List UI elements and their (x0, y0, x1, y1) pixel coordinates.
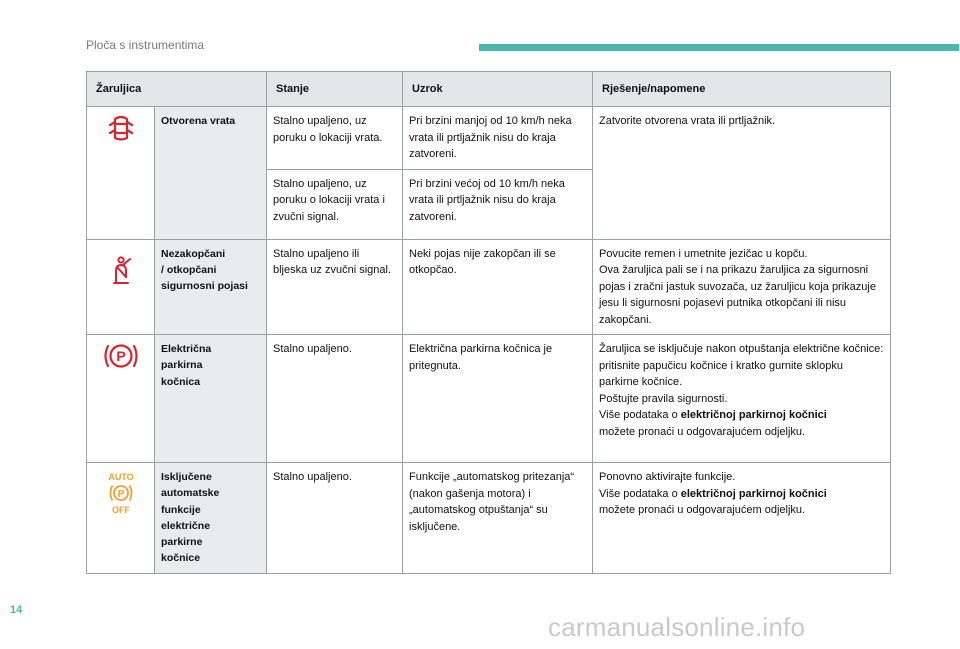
header-accent-bar (479, 44, 959, 51)
name-line: kočnica (161, 375, 201, 388)
icon-cell (87, 463, 155, 574)
cause-cell: Funkcije „automatskog pritezanja“ (nakon gašenja motora) i „automatskog otpuštanja“ su isključene. (403, 463, 593, 574)
page-number: 14 (10, 604, 23, 616)
auto-parking-brake-off-icon (104, 471, 138, 515)
state-cell: Stalno upaljeno. (267, 463, 403, 574)
off-label: OFF (111, 505, 130, 515)
lamp-name-seatbelts (155, 239, 267, 335)
state-cell: Stalno upaljeno, uz poruku o lokaciji vrata. (267, 107, 403, 170)
header-cause: Uzrok (403, 72, 593, 107)
name-line: Isključene (161, 471, 212, 483)
text-fragment: Više podataka o (599, 409, 681, 421)
text-fragment: Više podataka o (599, 487, 681, 500)
name-line: sigurnosni pojasi (161, 280, 248, 293)
auto-label: AUTO (107, 472, 134, 482)
header-state: Stanje (267, 72, 403, 107)
state-cell: Stalno upaljeno. (267, 335, 403, 463)
name-line: parkirna (161, 359, 203, 372)
cause-cell: Električna parkirna kočnica je pritegnuta. (403, 335, 593, 463)
table-row (87, 335, 891, 463)
lamp-name-auto-functions (155, 463, 267, 574)
table-row (87, 239, 891, 335)
solution-cell (593, 239, 891, 335)
name-line: funkcije (161, 503, 201, 516)
solution-cell (593, 335, 891, 463)
icon-cell (87, 107, 155, 240)
name-line: kočnice (161, 552, 201, 565)
cause-cell: Pri brzini manjoj od 10 km/h neka vrata ili prtljažnik nisu do kraja zatvoreni. (403, 107, 593, 170)
svg-text:P: P (117, 489, 124, 500)
parking-brake-icon (101, 341, 141, 371)
name-line: električne (161, 519, 211, 532)
svg-text:P: P (115, 348, 126, 364)
warning-lamps-table (86, 71, 891, 574)
header-solution: Rješenje/napomene (593, 72, 891, 107)
solution-line: Poštujte pravila sigurnosti. (599, 392, 728, 405)
solution-line: možete pronaći u odgovarajućem odjeljku. (599, 504, 806, 516)
name-line: automatske (161, 487, 220, 500)
icon-cell (87, 335, 155, 463)
icon-cell (87, 239, 155, 335)
name-line: Električna (161, 343, 212, 355)
solution-cell (593, 463, 891, 574)
name-line: Nezakopčani (161, 247, 226, 260)
lamp-name-door: Otvorena vrata (155, 107, 267, 240)
table-header-row (87, 72, 891, 107)
solution-line: Povucite remen i umetnite jezičac u kopču. (599, 247, 808, 260)
state-cell: Stalno upaljeno, uz poruku o lokaciji vrata i zvučni signal. (267, 169, 403, 239)
solution-line: Žaruljica se isključuje nakon otpuštanja električne kočnice: pritisnite papučicu kočnice i kratko gurnite sklopku parkirne kočnice. (599, 343, 884, 388)
cause-cell: Neki pojas nije zakopčan ili se otkopčao. (403, 239, 593, 335)
solution-cell: Zatvorite otvorena vrata ili prtljažnik. (593, 107, 891, 240)
cause-cell: Pri brzini većoj od 10 km/h neka vrata ili prtljažnik nisu do kraja zatvoreni. (403, 169, 593, 239)
watermark: carmanualsonline.info (548, 612, 806, 642)
seatbelt-unfastened-icon (110, 256, 132, 286)
solution-line (599, 486, 884, 503)
solution-line: Ova žaruljica pali se i na prikazu žaruljica za sigurnosni pojas i zračni jastuk suvozača, uz žaruljicu koja prikazuje jesu li sigurnosni pojasevi putnika otkopčani ili nisu zakopčani. (599, 264, 876, 326)
name-line: parkirne (161, 536, 203, 549)
name-line: / otkopčani (161, 263, 217, 276)
solution-line (599, 407, 884, 424)
door-open-icon (108, 113, 134, 143)
solution-line: možete pronaći u odgovarajućem odjeljku. (599, 425, 806, 438)
text-fragment-bold: električnoj parkirnoj kočnici (680, 409, 827, 421)
page-section-title: Ploča s instrumentima (86, 38, 205, 52)
header-lamp: Žaruljica (87, 72, 267, 107)
solution-line: Ponovno aktivirajte funkcije. (599, 471, 736, 483)
table-row (87, 463, 891, 574)
state-cell: Stalno upaljeno ili bljeska uz zvučni signal. (267, 239, 403, 335)
lamp-name-parking-brake (155, 335, 267, 463)
table-row (87, 107, 891, 170)
text-fragment-bold: električnoj parkirnoj kočnici (680, 487, 827, 500)
